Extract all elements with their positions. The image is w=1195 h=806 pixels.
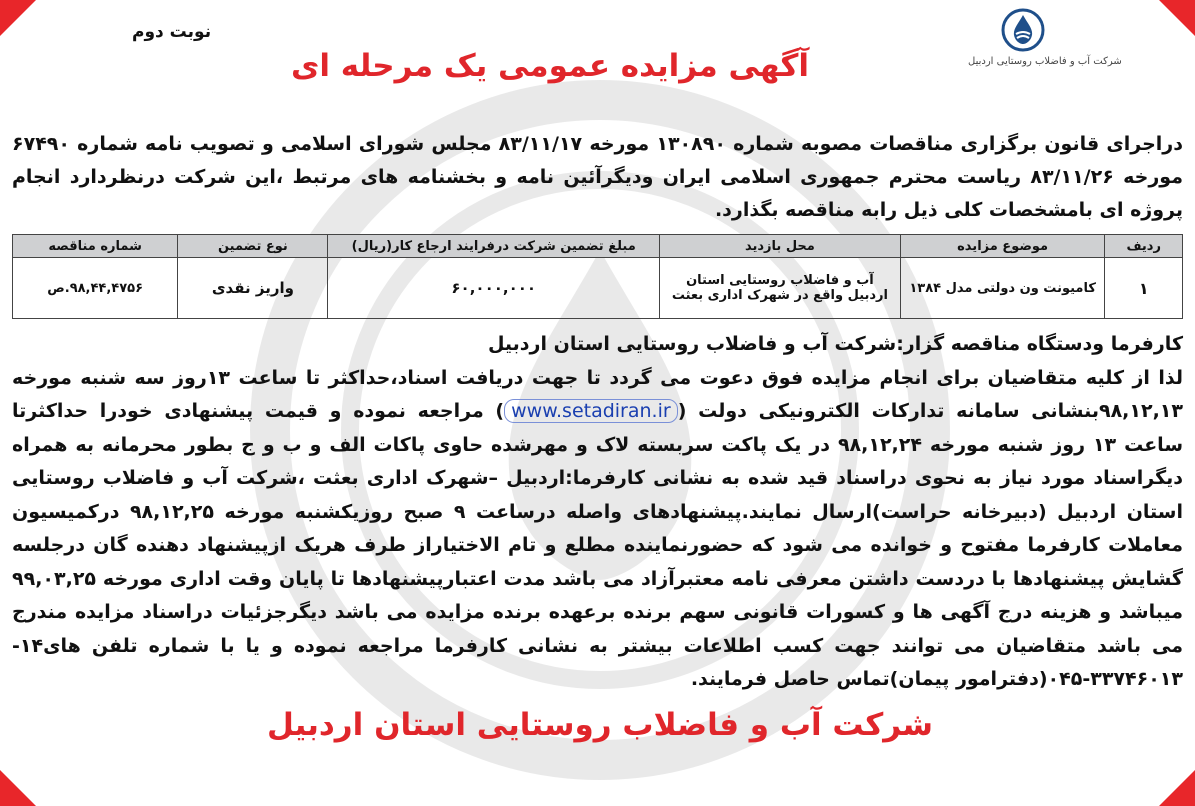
intro-paragraph: دراجرای قانون برگزاری مناقصات مصوبه شماره ۱۳۰۸۹۰ مورخه ۸۳/۱۱/۱۷ مجلس شورای اسلامی و تصویب نامه شماره ۶۷۴۹۰ مورخه ۸۳/۱۱/۲۶ ریاست محترم جمهوری اسلامی ایران ودیگرآئین نامه و بخشنامه های مرتبط ،این شرکت درنظردارد انجام پروژه ای بامشخصات کلی ذیل رابه مناقصه بگذارد. xyxy=(12,133,1183,221)
cell-tender-number: ۹۸,۴۴,۴۷۵۶.ص xyxy=(13,258,178,319)
table-row xyxy=(13,258,1183,319)
corner-decoration-top-right xyxy=(1159,0,1195,36)
corner-decoration-bottom-left xyxy=(0,770,36,806)
tender-table xyxy=(12,234,1183,319)
instructions-paragraph xyxy=(12,362,1183,697)
cell-guarantee-amount: ۶۰,۰۰۰,۰۰۰ xyxy=(328,258,660,319)
header-visit-location: محل بازدید xyxy=(660,235,901,258)
instructions-part-2: ) مراجعه نموده و قیمت پیشنهادی خودرا حداکثرتا ساعت ۱۳ روز شنبه مورخه ۹۸,۱۲,۲۴ در یک پاکت سربسته لاک و مهرشده حاوی پاکات الف و ب و ج بطور محرمانه به همراه دیگراسناد مورد نیاز به نحوی دراسناد قید شده به نشانی کارفرما:اردبیل –شهرک اداری بعثت ،شرکت آب و فاضلاب روستایی استان اردبیل (دبیرخانه حراست)ارسال نمایند.پیشنهادهای واصله درساعت ۹ صبح روزیکشنبه مورخه ۹۸,۱۲,۲۵ درکمیسیون معاملات کارفرما مفتوح و خوانده می شود که حضورنماینده مطلع و تام الاختیاراز طرف هریک ازپیشنهاد دهنده گان درجلسه گشایش پیشنهادها با دردست داشتن معرفی نامه معتبرآزاد می باشد مدت اعتبارپیشنهادها تا پایان وقت اداری مورخه ۹۹,۰۳,۲۵ میباشد و هزینه درج آگهی ها و کسورات قانونی سهم برنده برعهده برنده مزایده می باشد دیگرجزئیات دراسناد مزایده مندرج می باشد متقاضیان می توانند جهت کسب اطلاعات بیشتر به نشانی کارفرما مراجعه نموده و یا با شماره تلفن های۱۴- ۳۳۷۴۶۰۱۳-۰۴۵(دفترامور پیمان)تماس حاصل فرمایند. xyxy=(12,400,1184,690)
company-logo xyxy=(968,8,1122,104)
header-guarantee-type: نوع تضمین xyxy=(178,235,328,258)
header-subject: موضوع مزایده xyxy=(900,235,1105,258)
header-tender-number: شماره مناقصه xyxy=(13,235,178,258)
corner-decoration-bottom-right xyxy=(1159,770,1195,806)
page-title: آگهی مزایده عمومی یک مرحله ای xyxy=(290,48,810,84)
employer-line: کارفرما ودستگاه مناقصه گزار:شرکت آب و فاضلاب روستایی استان اردبیل xyxy=(487,333,1183,355)
logo-caption: شرکت آب و فاضلاب روستایی اردبیل xyxy=(968,56,1122,67)
round-label: نوبت دوم xyxy=(132,22,212,42)
table-header-row xyxy=(13,235,1183,258)
cell-visit-location: آب و فاضلاب روستایی استان اردبیل واقع در شهرک اداری بعثت xyxy=(660,258,901,319)
header-guarantee-amount: مبلغ تضمین شرکت درفرایند ارجاع کار(ریال) xyxy=(328,235,660,258)
cell-row-number: ۱ xyxy=(1105,258,1183,319)
header-row-number: ردیف xyxy=(1105,235,1183,258)
setadiran-link[interactable]: www.setadiran.ir xyxy=(504,399,678,423)
footer-company-name: شرکت آب و فاضلاب روستایی استان اردبیل xyxy=(266,707,934,743)
instructions-part-1: لذا از کلیه متقاضیان برای انجام مزایده فوق دعوت می گردد تا جهت دریافت اسناد،حداکثر تا ساعت ۱۳روز سه شنبه مورخه ۹۸,۱۲,۱۳بنشانی سامانه تدارکات الکترونیکی دولت ( xyxy=(12,366,1183,422)
cell-guarantee-type: واریز نقدی xyxy=(178,258,328,319)
corner-decoration-top-left xyxy=(0,0,36,36)
cell-subject: کامیونت ون دولتی مدل ۱۳۸۴ xyxy=(900,258,1105,319)
body-paragraph xyxy=(12,328,1183,697)
water-drop-logo-icon xyxy=(1001,8,1045,52)
